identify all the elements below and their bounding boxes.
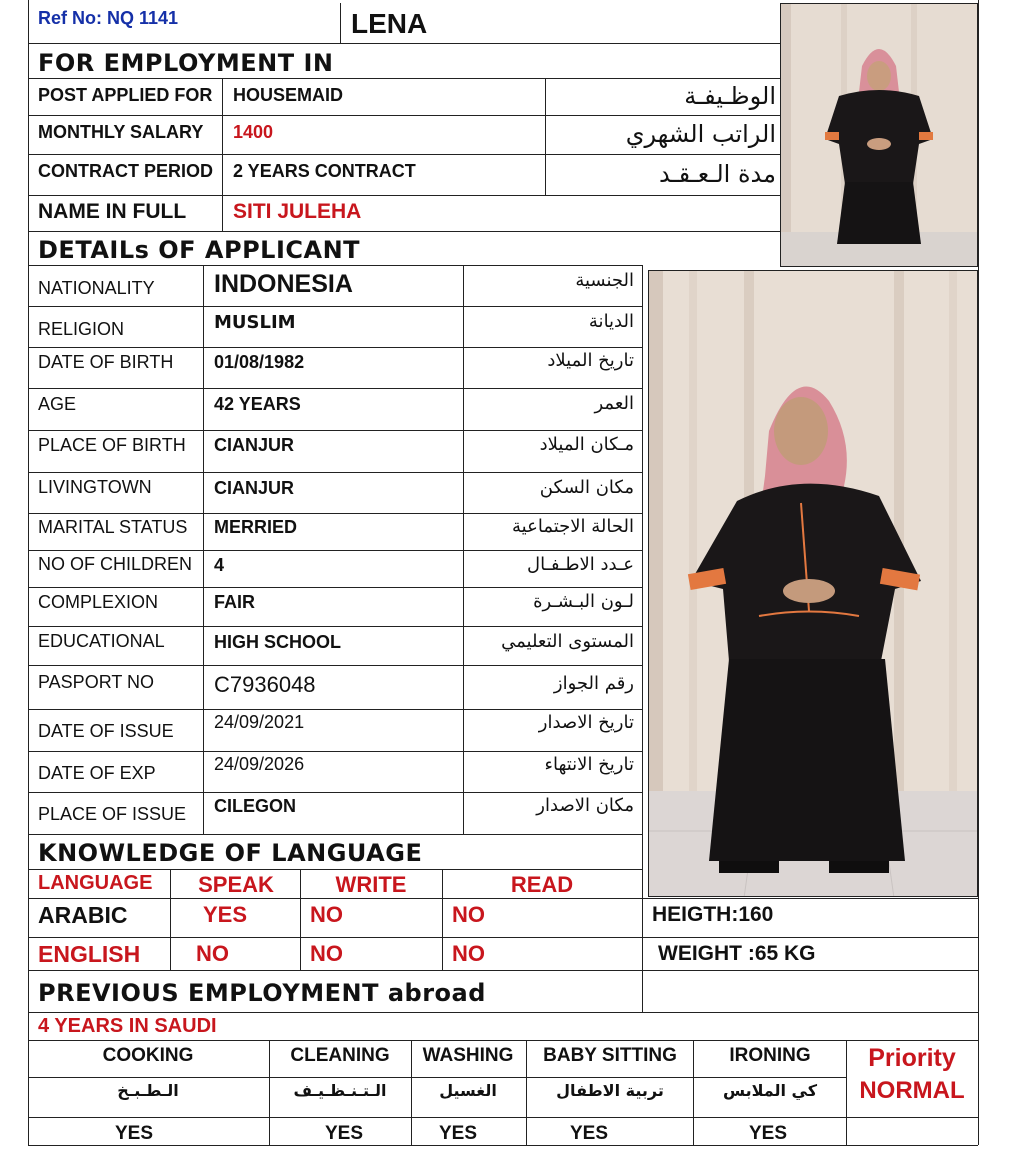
english-write: NO <box>310 941 343 966</box>
children-label: NO OF CHILDREN <box>38 554 193 574</box>
ref-number: Ref No: NQ 1141 <box>38 8 179 28</box>
weight-value: WEIGHT :65 KG <box>658 942 816 965</box>
dob-value: 01/08/1982 <box>214 352 305 372</box>
livingtown-label: LIVINGTOWN <box>38 477 152 497</box>
contract-label: CONTRACT PERIOD <box>38 161 213 181</box>
section-title-language: KNOWLEDGE OF LANGUAGE <box>38 839 423 867</box>
dob-arabic: تاريخ الميلاد <box>547 350 634 371</box>
skill-cleaning-label: CLEANING <box>290 1045 390 1066</box>
skill-cleaning-arabic: الـتـنـظـيـف <box>293 1081 387 1100</box>
salary-arabic-label: الراتب الشهري <box>625 120 776 148</box>
expiry-date-label: DATE OF EXP <box>38 763 156 783</box>
passport-value: C7936048 <box>214 672 316 697</box>
nationality-value: INDONESIA <box>214 270 353 298</box>
write-header: WRITE <box>335 872 407 897</box>
english-read: NO <box>452 941 485 966</box>
livingtown-value: CIANJUR <box>214 478 295 498</box>
salary-label: MONTHLY SALARY <box>38 122 204 142</box>
pob-value: CIANJUR <box>214 435 295 455</box>
religion-label: RELIGION <box>38 319 125 339</box>
section-title-previous: PREVIOUS EMPLOYMENT abroad <box>38 979 486 1007</box>
skill-babysitting-label: BABY SITTING <box>543 1045 677 1066</box>
skill-washing-arabic: الغسيل <box>439 1081 497 1100</box>
expiry-date-value: 24/09/2026 <box>214 754 305 774</box>
dob-label: DATE OF BIRTH <box>38 352 174 372</box>
age-value: 42 YEARS <box>214 394 301 414</box>
height-value: HEIGTH:160 <box>652 903 774 926</box>
skill-cooking-value: YES <box>114 1123 154 1144</box>
complexion-label: COMPLEXION <box>38 592 159 612</box>
applicant-short-name: LENA <box>351 8 428 39</box>
skill-ironing-label: IRONING <box>729 1045 811 1066</box>
place-of-issue-arabic: مكان الاصدار <box>536 795 634 816</box>
passport-arabic: رقم الجواز <box>553 673 634 694</box>
complexion-arabic: لـون البـشـرة <box>533 591 634 612</box>
marital-value: MERRIED <box>214 517 298 537</box>
section-title-employment: FOR EMPLOYMENT IN <box>38 49 334 77</box>
issue-date-value: 24/09/2021 <box>214 712 305 732</box>
nationality-arabic: الجنسية <box>575 270 634 291</box>
arabic-speak: YES <box>203 902 248 927</box>
age-label: AGE <box>38 394 77 414</box>
skill-washing-label: WASHING <box>422 1045 514 1066</box>
section-title-applicant: DETAILs OF APPLICANT <box>38 236 361 264</box>
skill-ironing-arabic: كي الملابس <box>722 1081 818 1100</box>
salary-value: 1400 <box>233 122 274 142</box>
applicant-photo-small <box>780 3 978 267</box>
issue-date-arabic: تاريخ الاصدار <box>538 712 634 733</box>
children-arabic: عـدد الاطـفـال <box>526 554 634 575</box>
marital-label: MARITAL STATUS <box>38 517 188 537</box>
fullname-value: SITI JULEHA <box>233 200 362 223</box>
priority-value: NORMAL <box>859 1077 965 1104</box>
livingtown-arabic: مكان السكن <box>539 477 634 498</box>
skill-washing-value: YES <box>438 1123 478 1144</box>
skill-cleaning-value: YES <box>324 1123 364 1144</box>
contract-arabic-label: مدة الـعـقـد <box>658 160 776 188</box>
post-label: POST APPLIED FOR <box>38 85 213 105</box>
pob-arabic: مـكان الميلاد <box>539 434 634 455</box>
religion-value: MUSLIM <box>214 312 296 333</box>
place-of-issue-label: PLACE OF ISSUE <box>38 804 187 824</box>
children-value: 4 <box>214 555 225 575</box>
religion-arabic: الديانة <box>588 311 634 332</box>
education-arabic: المستوى التعليمي <box>501 631 634 652</box>
age-arabic: العمر <box>594 393 634 414</box>
nationality-label: NATIONALITY <box>38 278 155 298</box>
english-speak: NO <box>196 941 229 966</box>
education-value: HIGH SCHOOL <box>214 632 342 652</box>
skill-babysitting-arabic: تربية الاطفال <box>556 1081 664 1100</box>
complexion-value: FAIR <box>214 592 256 612</box>
expiry-date-arabic: تاريخ الانتهاء <box>544 754 634 775</box>
post-arabic-label: الوظـيفـة <box>684 82 776 110</box>
marital-arabic: الحالة الاجتماعية <box>512 516 634 537</box>
applicant-photo-large <box>648 270 978 897</box>
issue-date-label: DATE OF ISSUE <box>38 721 174 741</box>
skill-babysitting-value: YES <box>569 1123 609 1144</box>
read-header: READ <box>510 872 574 897</box>
education-label: EDUCATIONAL <box>38 631 165 651</box>
priority-label: Priority <box>868 1044 956 1072</box>
skill-ironing-value: YES <box>748 1123 788 1144</box>
skill-cooking-label: COOKING <box>102 1045 194 1066</box>
lang-arabic: ARABIC <box>38 902 128 928</box>
fullname-label: NAME IN FULL <box>38 200 187 223</box>
skill-cooking-arabic: الـطـبـخ <box>117 1081 179 1100</box>
previous-experience: 4 YEARS IN SAUDI <box>38 1015 217 1037</box>
passport-label: PASPORT NO <box>38 672 155 692</box>
post-value: HOUSEMAID <box>233 85 344 105</box>
pob-label: PLACE OF BIRTH <box>38 435 186 455</box>
place-of-issue-value: CILEGON <box>214 796 297 816</box>
lang-english: ENGLISH <box>38 941 141 967</box>
language-header: LANGUAGE <box>38 872 153 894</box>
arabic-write: NO <box>310 902 343 927</box>
arabic-read: NO <box>452 902 485 927</box>
speak-header: SPEAK <box>198 872 274 897</box>
contract-value: 2 YEARS CONTRACT <box>233 161 416 181</box>
